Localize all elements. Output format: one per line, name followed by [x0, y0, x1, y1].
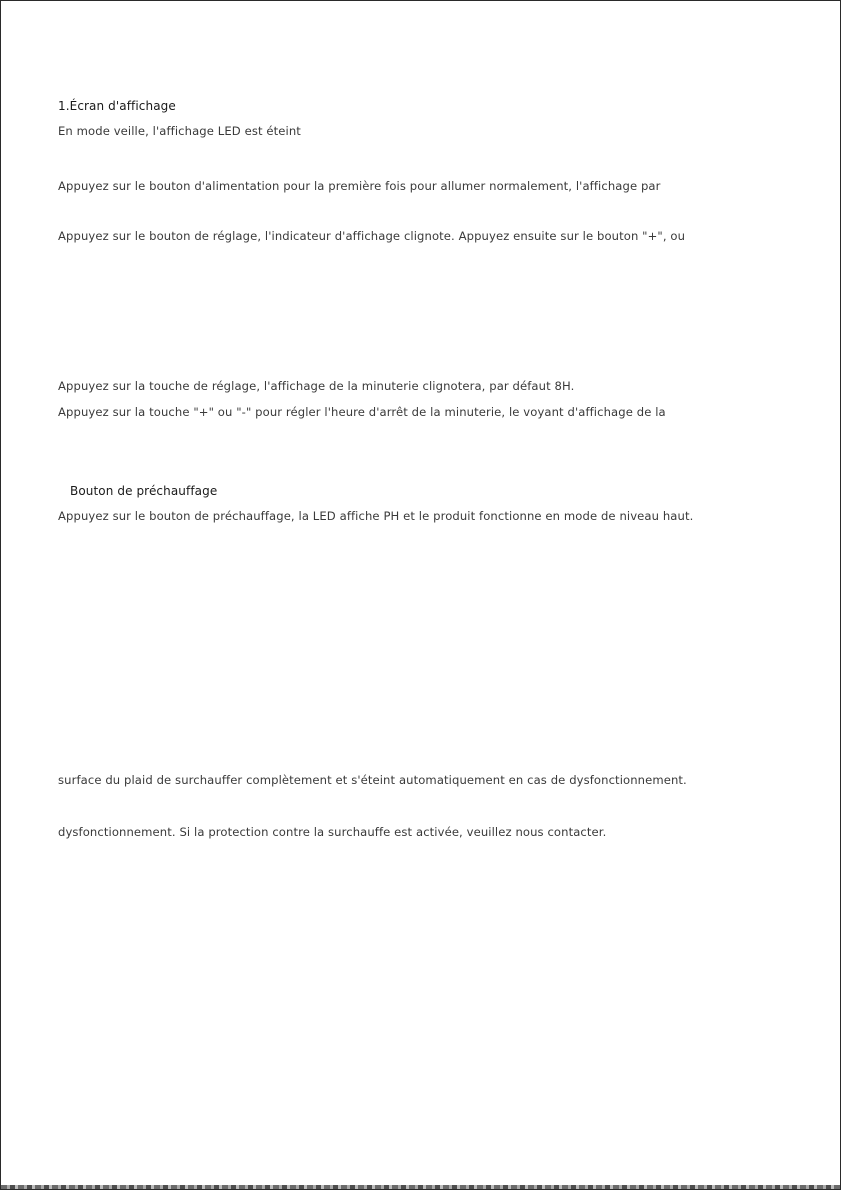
overheat-surface-text: surface du plaid de surchauffer complètement et s'éteint automatiquement en cas de dysfonctionnement. [58, 773, 687, 787]
section-heading-preheat-button: Bouton de préchauffage [70, 484, 218, 498]
timer-setting-text: Appuyez sur la touche de réglage, l'affichage de la minuterie clignotera, par défaut 8H. [58, 379, 575, 393]
overheat-contact-text: dysfonctionnement. Si la protection contre la surchauffe est activée, veuillez nous contacter. [58, 825, 607, 839]
settings-button-text: Appuyez sur le bouton de réglage, l'indicateur d'affichage clignote. Appuyez ensuite sur le bouton "+", ou [58, 229, 686, 243]
bottom-edge-strip [1, 1185, 840, 1189]
section-heading-display-screen: 1.Écran d'affichage [58, 99, 176, 113]
standby-text: En mode veille, l'affichage LED est éteint [58, 124, 301, 138]
power-button-text: Appuyez sur le bouton d'alimentation pour la première fois pour allumer normalement, l'affichage par [58, 179, 661, 193]
preheat-text: Appuyez sur le bouton de préchauffage, la LED affiche PH et le produit fonctionne en mode de niveau haut. [58, 509, 694, 523]
timer-adjust-text: Appuyez sur la touche "+" ou "-" pour régler l'heure d'arrêt de la minuterie, le voyant d'affichage de la [58, 405, 666, 419]
